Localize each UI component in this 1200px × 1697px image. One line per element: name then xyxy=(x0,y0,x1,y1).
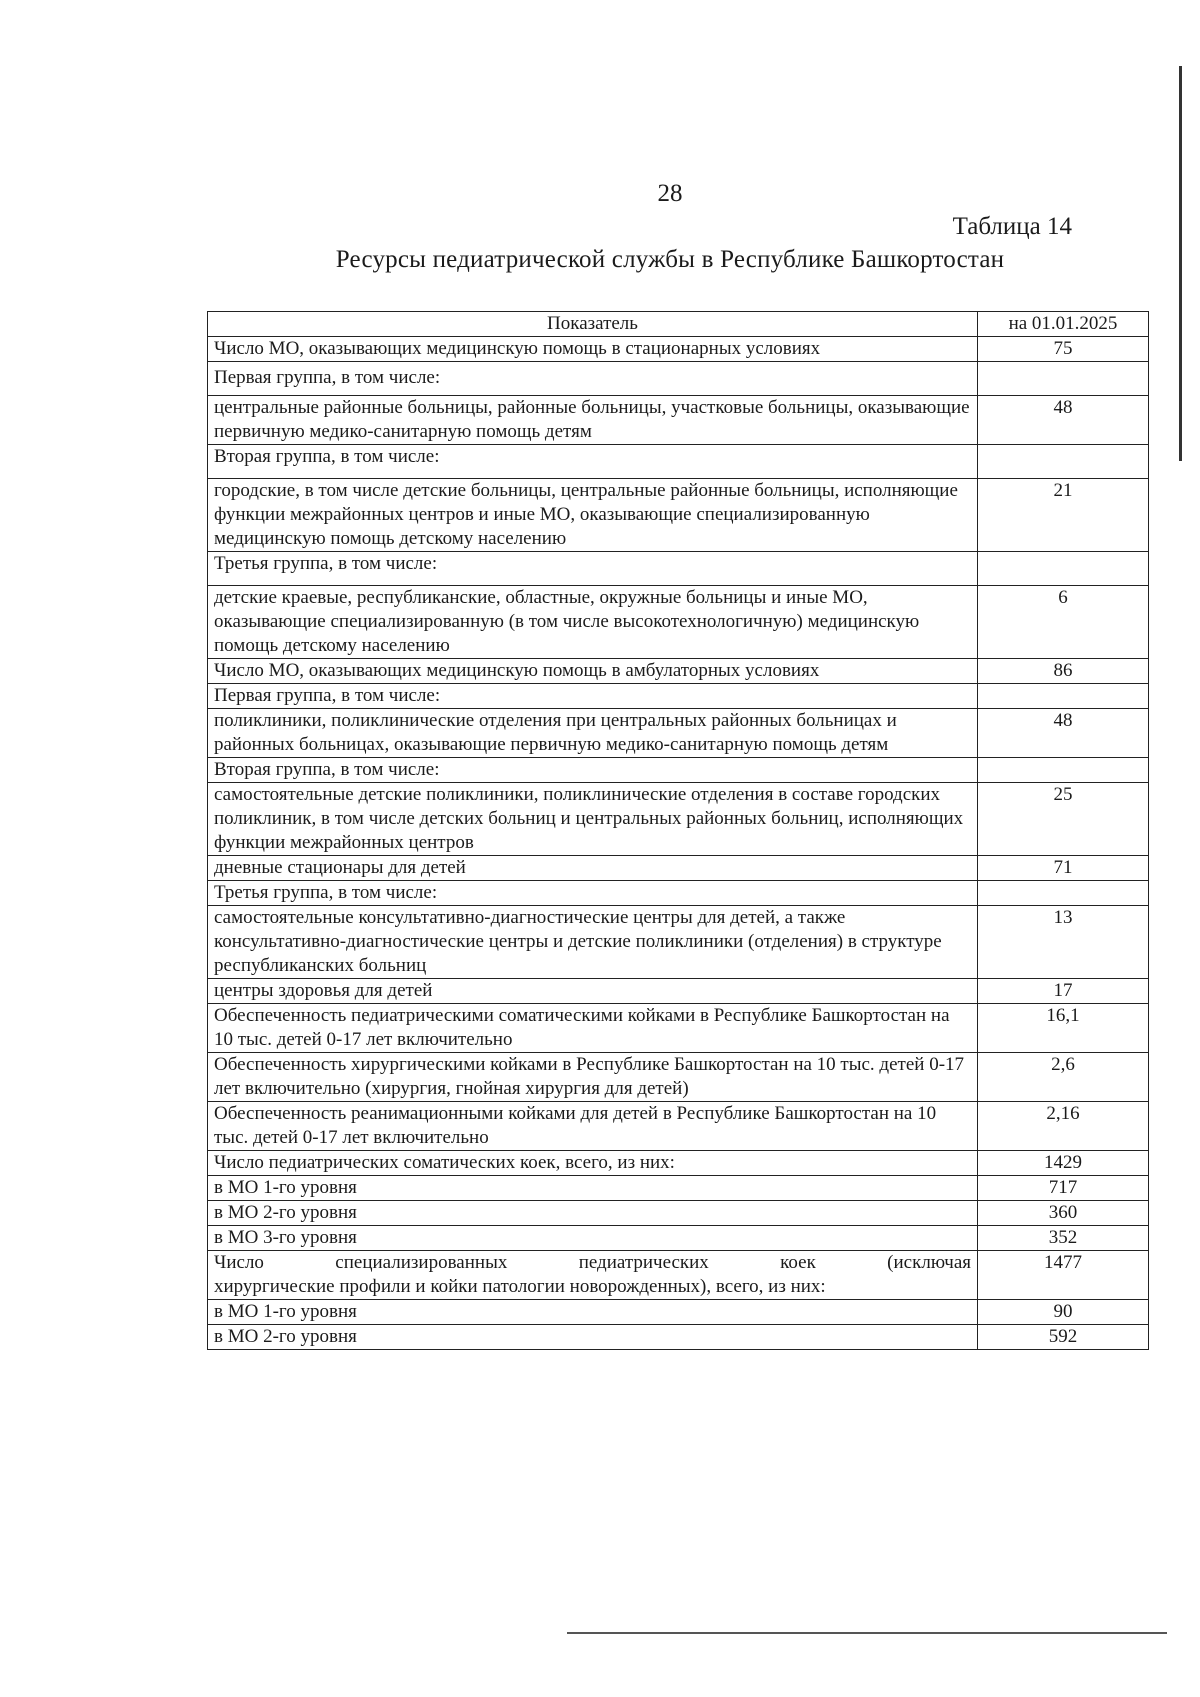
row-value: 71 xyxy=(978,856,1149,881)
row-value: 6 xyxy=(978,586,1149,659)
header-date: на 01.01.2025 xyxy=(978,312,1149,337)
header-indicator: Показатель xyxy=(208,312,978,337)
word: (исключая xyxy=(887,1252,972,1273)
row-value: 86 xyxy=(978,659,1149,684)
table-row xyxy=(208,337,1149,362)
table-row xyxy=(208,979,1149,1004)
row-value: 13 xyxy=(978,906,1149,979)
row-value xyxy=(978,758,1149,783)
row-indicator: центральные районные больницы, районные больницы, участковые больницы, оказывающие первичную медико-санитарную помощь детям xyxy=(208,396,978,445)
row-value: 717 xyxy=(978,1176,1149,1201)
row-indicator: Число МО, оказывающих медицинскую помощь в стационарных условиях xyxy=(208,337,978,362)
table-row xyxy=(208,1226,1149,1251)
table-row xyxy=(208,1004,1149,1053)
row-indicator: Вторая группа, в том числе: xyxy=(208,758,978,783)
row-indicator: Первая группа, в том числе: xyxy=(208,684,978,709)
table-row xyxy=(208,1102,1149,1151)
row-indicator-first-line xyxy=(214,1251,971,1275)
row-value: 75 xyxy=(978,337,1149,362)
table-header-row xyxy=(208,312,1149,337)
word: педиатрических xyxy=(578,1252,709,1273)
row-indicator: Обеспеченность хирургическими койками в Республике Башкортостан на 10 тыс. детей 0-17 лет включительно (хирургия, гнойная хирургия для детей) xyxy=(208,1053,978,1102)
word: Число xyxy=(214,1252,264,1273)
row-indicator: городские, в том числе детские больницы, центральные районные больницы, исполняющие функции межрайонных центров и иные МО, оказывающие специализированную медицинскую помощь детскому населению xyxy=(208,479,978,552)
row-indicator: центры здоровья для детей xyxy=(208,979,978,1004)
table-row xyxy=(208,856,1149,881)
row-indicator: самостоятельные детские поликлиники, поликлинические отделения в составе городских поликлиник, в том числе детских больниц и центральных районных больниц, исполняющих функции межрайонных центров xyxy=(208,783,978,856)
page-number: 28 xyxy=(657,180,683,207)
table-row xyxy=(208,1176,1149,1201)
document-title: Ресурсы педиатрической службы в Республике Башкортостан xyxy=(335,246,1005,273)
row-value xyxy=(978,684,1149,709)
row-indicator: самостоятельные консультативно-диагностические центры для детей, а также консультативно-диагностические центры и детские поликлиники (отделения) в структуре республиканских больниц xyxy=(208,906,978,979)
row-value: 1477 xyxy=(978,1251,1149,1300)
table-row xyxy=(208,479,1149,552)
row-indicator: в МО 1-го уровня xyxy=(208,1300,978,1325)
row-value: 17 xyxy=(978,979,1149,1004)
row-value: 48 xyxy=(978,709,1149,758)
row-indicator: Число педиатрических соматических коек, всего, из них: xyxy=(208,1151,978,1176)
row-indicator: Третья группа, в том числе: xyxy=(208,881,978,906)
table-row xyxy=(208,396,1149,445)
table-row xyxy=(208,881,1149,906)
word: коек xyxy=(780,1252,816,1273)
table-row xyxy=(208,1325,1149,1350)
row-value xyxy=(978,552,1149,586)
table-label: Таблица 14 xyxy=(952,213,1072,240)
table-row xyxy=(208,906,1149,979)
row-value xyxy=(978,362,1149,396)
row-value xyxy=(978,881,1149,906)
row-value: 2,6 xyxy=(978,1053,1149,1102)
row-value: 48 xyxy=(978,396,1149,445)
table-row xyxy=(208,1053,1149,1102)
table-row xyxy=(208,659,1149,684)
word: специализированных xyxy=(335,1252,508,1273)
row-value: 16,1 xyxy=(978,1004,1149,1053)
row-indicator: в МО 3-го уровня xyxy=(208,1226,978,1251)
row-indicator-rest: хирургические профили и койки патологии новорожденных), всего, из них: xyxy=(214,1276,826,1297)
row-value xyxy=(978,445,1149,479)
table-row xyxy=(208,1151,1149,1176)
table-row xyxy=(208,586,1149,659)
row-indicator: дневные стационары для детей xyxy=(208,856,978,881)
row-indicator: Первая группа, в том числе: xyxy=(208,362,978,396)
table-row xyxy=(208,1201,1149,1226)
table-row xyxy=(208,552,1149,586)
row-indicator: Обеспеченность педиатрическими соматическими койками в Республике Башкортостан на 10 тыс. детей 0-17 лет включительно xyxy=(208,1004,978,1053)
row-indicator: детские краевые, республиканские, областные, окружные больницы и иные МО, оказывающие специализированную (в том числе высокотехнологичную) медицинскую помощь детскому населению xyxy=(208,586,978,659)
table-row xyxy=(208,1251,1149,1300)
row-value: 1429 xyxy=(978,1151,1149,1176)
row-indicator: в МО 1-го уровня xyxy=(208,1176,978,1201)
scan-edge-line-bottom xyxy=(567,1632,1167,1634)
table-row xyxy=(208,783,1149,856)
row-indicator: в МО 2-го уровня xyxy=(208,1325,978,1350)
row-indicator: Вторая группа, в том числе: xyxy=(208,445,978,479)
row-indicator xyxy=(208,1251,978,1300)
row-indicator: в МО 2-го уровня xyxy=(208,1201,978,1226)
row-indicator: Число МО, оказывающих медицинскую помощь в амбулаторных условиях xyxy=(208,659,978,684)
resources-table xyxy=(207,311,1149,1350)
table-row xyxy=(208,684,1149,709)
row-value: 360 xyxy=(978,1201,1149,1226)
row-value: 90 xyxy=(978,1300,1149,1325)
row-value: 21 xyxy=(978,479,1149,552)
row-indicator: Третья группа, в том числе: xyxy=(208,552,978,586)
row-indicator: поликлиники, поликлинические отделения при центральных районных больницах и районных больницах, оказывающие первичную медико-санитарную помощь детям xyxy=(208,709,978,758)
table-row xyxy=(208,1300,1149,1325)
table-row xyxy=(208,362,1149,396)
row-indicator: Обеспеченность реанимационными койками для детей в Республике Башкортостан на 10 тыс. детей 0-17 лет включительно xyxy=(208,1102,978,1151)
table-row xyxy=(208,709,1149,758)
row-value: 2,16 xyxy=(978,1102,1149,1151)
table-row xyxy=(208,758,1149,783)
table-row xyxy=(208,445,1149,479)
row-value: 592 xyxy=(978,1325,1149,1350)
scan-edge-line-right xyxy=(1179,66,1182,461)
row-value: 352 xyxy=(978,1226,1149,1251)
row-value: 25 xyxy=(978,783,1149,856)
